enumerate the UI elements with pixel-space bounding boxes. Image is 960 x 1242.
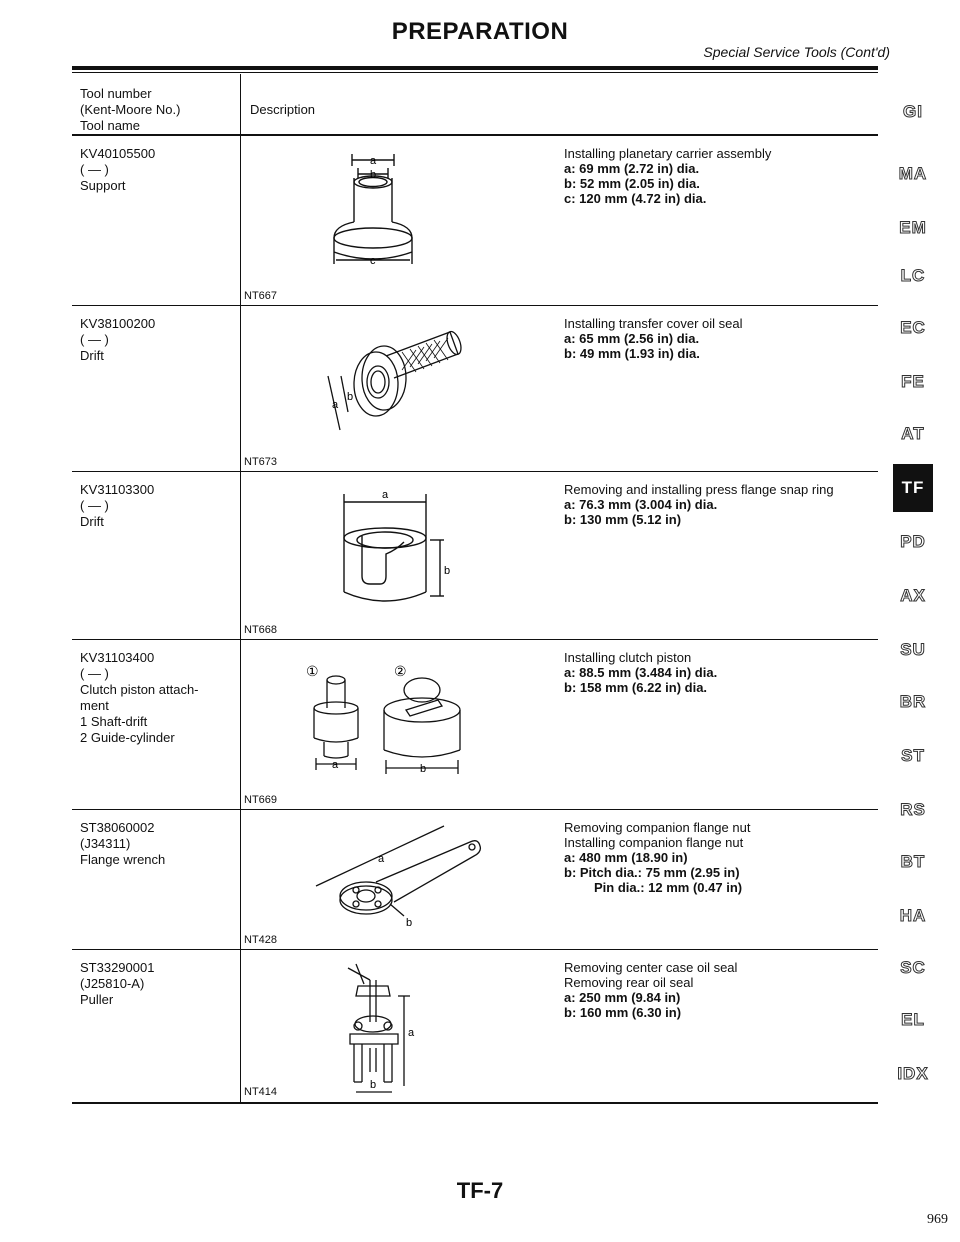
spec-b: b: 160 mm (6.30 in) <box>564 1005 682 1020</box>
dimension-label-a: a <box>382 489 389 501</box>
kent-moore-number: (J25810-A) <box>80 976 145 991</box>
dimension-label-b: b <box>347 391 354 403</box>
header-line: Tool number <box>80 86 152 101</box>
spec-a: a: 250 mm (9.84 in) <box>564 990 681 1005</box>
puller-figure <box>244 956 544 1096</box>
spec-c: c: 120 mm (4.72 in) dia. <box>564 191 707 206</box>
dimension-label-a: a <box>332 759 339 771</box>
figure-code: NT673 <box>244 456 278 468</box>
usage-text: Installing clutch piston <box>564 650 692 665</box>
kent-moore-number: ( — ) <box>80 162 109 177</box>
dimension-label-a: a <box>370 155 377 167</box>
dimension-label-b: b <box>444 565 451 577</box>
tool-name: Flange wrench <box>80 852 166 867</box>
table-row <box>72 306 878 472</box>
usage-text: Installing transfer cover oil seal <box>564 316 743 331</box>
tool-id <box>80 316 155 364</box>
tool-description <box>564 316 742 361</box>
tool-id <box>80 820 165 868</box>
bottom-rule <box>72 1102 878 1104</box>
flange-wrench-figure <box>244 816 544 936</box>
tool-number: ST38060002 <box>80 820 155 835</box>
table-row <box>72 640 878 810</box>
page-title: PREPARATION <box>391 18 569 45</box>
tool-id <box>80 960 154 1008</box>
spec-b: b: 49 mm (1.93 in) dia. <box>564 346 700 361</box>
spec-b: b: Pitch dia.: 75 mm (2.95 in) <box>564 865 740 880</box>
section-tab-bt[interactable]: BT <box>900 852 926 871</box>
tool-description <box>564 960 737 1020</box>
tool-number: ST33290001 <box>80 960 155 975</box>
section-tab-su[interactable]: SU <box>900 640 926 659</box>
tool-name: Clutch piston attach- <box>80 682 199 697</box>
snap-ring-drift-figure <box>244 478 544 618</box>
dimension-label-a: a <box>378 853 385 865</box>
tool-name: Drift <box>80 348 104 363</box>
tool-id <box>80 650 199 746</box>
spec-b: b: 52 mm (2.05 in) dia. <box>564 176 700 191</box>
header-line: Tool name <box>80 118 140 133</box>
section-tab-idx[interactable]: IDX <box>897 1064 929 1083</box>
usage-text: Installing planetary carrier assembly <box>564 146 772 161</box>
section-tab-at[interactable]: AT <box>901 424 925 443</box>
usage-text: Removing companion flange nut <box>564 820 751 835</box>
section-tab-ma[interactable]: MA <box>898 164 928 183</box>
usage-text: Installing companion flange nut <box>564 835 744 850</box>
tool-description <box>564 650 717 695</box>
section-tab-pd[interactable]: PD <box>900 532 926 551</box>
tool-name: Puller <box>80 992 114 1007</box>
header-line: (Kent-Moore No.) <box>80 102 181 117</box>
component-2: 2 Guide-cylinder <box>80 730 175 745</box>
usage-text: Removing rear oil seal <box>564 975 694 990</box>
dimension-label-a: a <box>332 399 339 411</box>
spec-a: a: 65 mm (2.56 in) dia. <box>564 331 700 346</box>
top-rule <box>72 66 878 70</box>
dimension-label-a: a <box>408 1027 415 1039</box>
kent-moore-number: ( — ) <box>80 332 109 347</box>
dimension-label-b: b <box>370 169 377 181</box>
usage-text: Removing center case oil seal <box>564 960 738 975</box>
figure-code: NT428 <box>244 934 278 946</box>
tool-description <box>564 146 771 206</box>
section-tab-lc[interactable]: LC <box>900 266 926 285</box>
section-tab-sc[interactable]: SC <box>900 958 926 977</box>
page-number: TF-7 <box>456 1178 504 1203</box>
tool-number: KV31103300 <box>80 482 155 497</box>
tool-number: KV31103400 <box>80 650 155 665</box>
figure-code: NT668 <box>244 624 278 636</box>
spec-b: b: 158 mm (6.22 in) dia. <box>564 680 708 695</box>
figure-code: NT667 <box>244 290 278 302</box>
top-rule-thin <box>72 72 878 73</box>
kent-moore-number: ( — ) <box>80 498 109 513</box>
dimension-label-b: b <box>420 763 427 775</box>
dimension-label-c: c <box>370 255 376 267</box>
drift-tool-figure <box>244 312 544 452</box>
section-tab-st[interactable]: ST <box>901 746 925 765</box>
tool-id <box>80 146 155 194</box>
spec-a: a: 480 mm (18.90 in) <box>564 850 688 865</box>
spec-a: a: 88.5 mm (3.484 in) dia. <box>564 665 718 680</box>
table-row <box>72 810 878 950</box>
spec-a: a: 76.3 mm (3.004 in) dia. <box>564 497 718 512</box>
tool-description <box>564 482 834 527</box>
component-1: 1 Shaft-drift <box>80 714 148 729</box>
table-row <box>72 472 878 640</box>
spec-b: b: 130 mm (5.12 in) <box>564 512 682 527</box>
section-tab-br[interactable]: BR <box>899 692 927 711</box>
page-subtitle: Special Service Tools (Cont'd) <box>703 44 890 60</box>
figure-code: NT414 <box>244 1086 278 1098</box>
section-tab-rs[interactable]: RS <box>900 800 926 819</box>
section-tab-ha[interactable]: HA <box>899 906 927 925</box>
tool-number: KV40105500 <box>80 146 156 161</box>
spec-b-pin: Pin dia.: 12 mm (0.47 in) <box>594 880 743 895</box>
tool-name: Support <box>80 178 126 193</box>
section-tab-gi[interactable]: GI <box>903 102 923 121</box>
section-tab-ax[interactable]: AX <box>900 586 926 605</box>
table-header-description: Description <box>250 102 316 117</box>
section-tab-el[interactable]: EL <box>901 1010 925 1029</box>
section-tab-fe[interactable]: FE <box>901 372 925 391</box>
table-header-tool <box>80 86 180 134</box>
tool-name: Drift <box>80 514 104 529</box>
dimension-label-b: b <box>370 1079 377 1091</box>
section-tab-ec[interactable]: EC <box>900 318 926 337</box>
spec-a: a: 69 mm (2.72 in) dia. <box>564 161 700 176</box>
dimension-label-b: b <box>406 917 413 929</box>
section-tab-em[interactable]: EM <box>899 218 927 237</box>
table-row <box>72 950 878 1102</box>
support-tool-figure <box>244 142 544 282</box>
tool-number: KV38100200 <box>80 316 156 331</box>
figure-code: NT669 <box>244 794 278 806</box>
tool-description <box>564 820 750 895</box>
section-tab-tf[interactable]: TF <box>893 464 933 512</box>
corner-page-number: 969 <box>927 1212 948 1227</box>
clutch-piston-attachment-figure <box>244 646 544 796</box>
tool-id <box>80 482 154 530</box>
kent-moore-number: ( — ) <box>80 666 109 681</box>
tool-name-cont: ment <box>80 698 109 713</box>
table-row <box>72 136 878 306</box>
kent-moore-number: (J34311) <box>80 836 131 851</box>
callout-1: ① <box>306 663 319 679</box>
callout-2: ② <box>394 663 407 679</box>
usage-text: Removing and installing press flange snap ring <box>564 482 834 497</box>
